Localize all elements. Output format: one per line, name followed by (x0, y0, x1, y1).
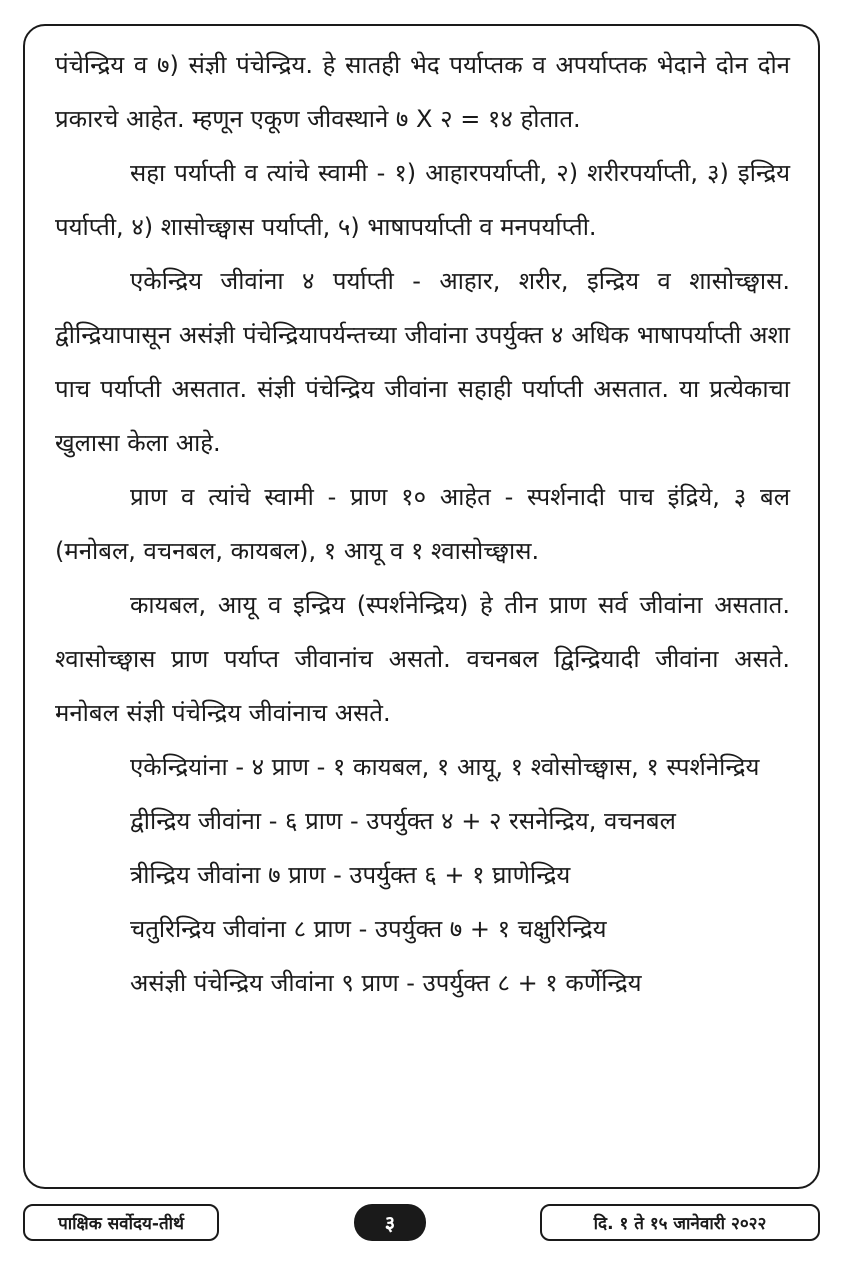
list-line: द्वीन्द्रिय जीवांना - ६ प्राण - उपर्युक्त ४ + २ रसनेन्द्रिय, वचनबल (130, 807, 676, 835)
paragraph: कायबल, आयू व इन्द्रिय (स्पर्शनेन्द्रिय) हे तीन प्राण सर्व जीवांना असतात. श्वासोच्छ्वास प्राण पर्याप्त जीवानांच असतो. वचनबल द्विन्द्रियादी जीवांना असते. मनोबल संज्ञी पंचेन्द्रिय जीवांनाच असते. (55, 591, 790, 727)
paragraph: एकेन्द्रिय जीवांना ४ पर्याप्ती - आहार, शरीर, इन्द्रिय व शासोच्छ्वास. द्वीन्द्रियापासून असंज्ञी पंचेन्द्रियापर्यन्तच्या जीवांना उपर्युक्त ४ अधिक भाषापर्याप्ती अशा पाच पर्याप्ती असतात. संज्ञी पंचेन्द्रिय जीवांना सहाही पर्याप्ती असतात. या प्रत्येकाचा खुलासा केला आहे. (55, 267, 790, 457)
paragraph: सहा पर्याप्ती व त्यांचे स्वामी - १) आहारपर्याप्ती, २) शरीरपर्याप्ती, ३) इन्द्रिय पर्याप्ती, ४) शासोच्छ्वास पर्याप्ती, ५) भाषापर्याप्ती व मनपर्याप्ती. (55, 159, 790, 241)
paragraph: एकेन्द्रियांना - ४ प्राण - १ कायबल, १ आयू, १ श्वोसोच्छ्वास, १ स्पर्शनेन्द्रिय (130, 753, 760, 781)
magazine-title: पाक्षिक सर्वोदय-तीर्थ (23, 1204, 219, 1241)
paragraph: प्राण व त्यांचे स्वामी - प्राण १० आहेत - स्पर्शनादी पाच इंद्रिये, ३ बल (मनोबल, वचनबल, कायबल), १ आयू व १ श्वासोच्छ्वास. (55, 483, 790, 565)
list-line: त्रीन्द्रिय जीवांना ७ प्राण - उपर्युक्त ६ + १ घ्राणेन्द्रिय (130, 861, 571, 889)
list-line: असंज्ञी पंचेन्द्रिय जीवांना ९ प्राण - उपर्युक्त ८ + १ कर्णेन्द्रिय (130, 969, 642, 997)
body-text (55, 38, 790, 1010)
page-number: ३ (354, 1204, 426, 1241)
list-line: चतुरिन्द्रिय जीवांना ८ प्राण - उपर्युक्त ७ + १ चक्षुरिन्द्रिय (130, 915, 607, 943)
issue-date: दि. १ ते १५ जानेवारी २०२२ (540, 1204, 820, 1241)
paragraph: पंचेन्द्रिय व ७) संज्ञी पंचेन्द्रिय. हे सातही भेद पर्याप्तक व अपर्याप्तक भेदाने दोन दोन प्रकारचे आहेत. म्हणून एकूण जीवस्थाने ७ X २ = १४ होतात. (55, 51, 790, 133)
